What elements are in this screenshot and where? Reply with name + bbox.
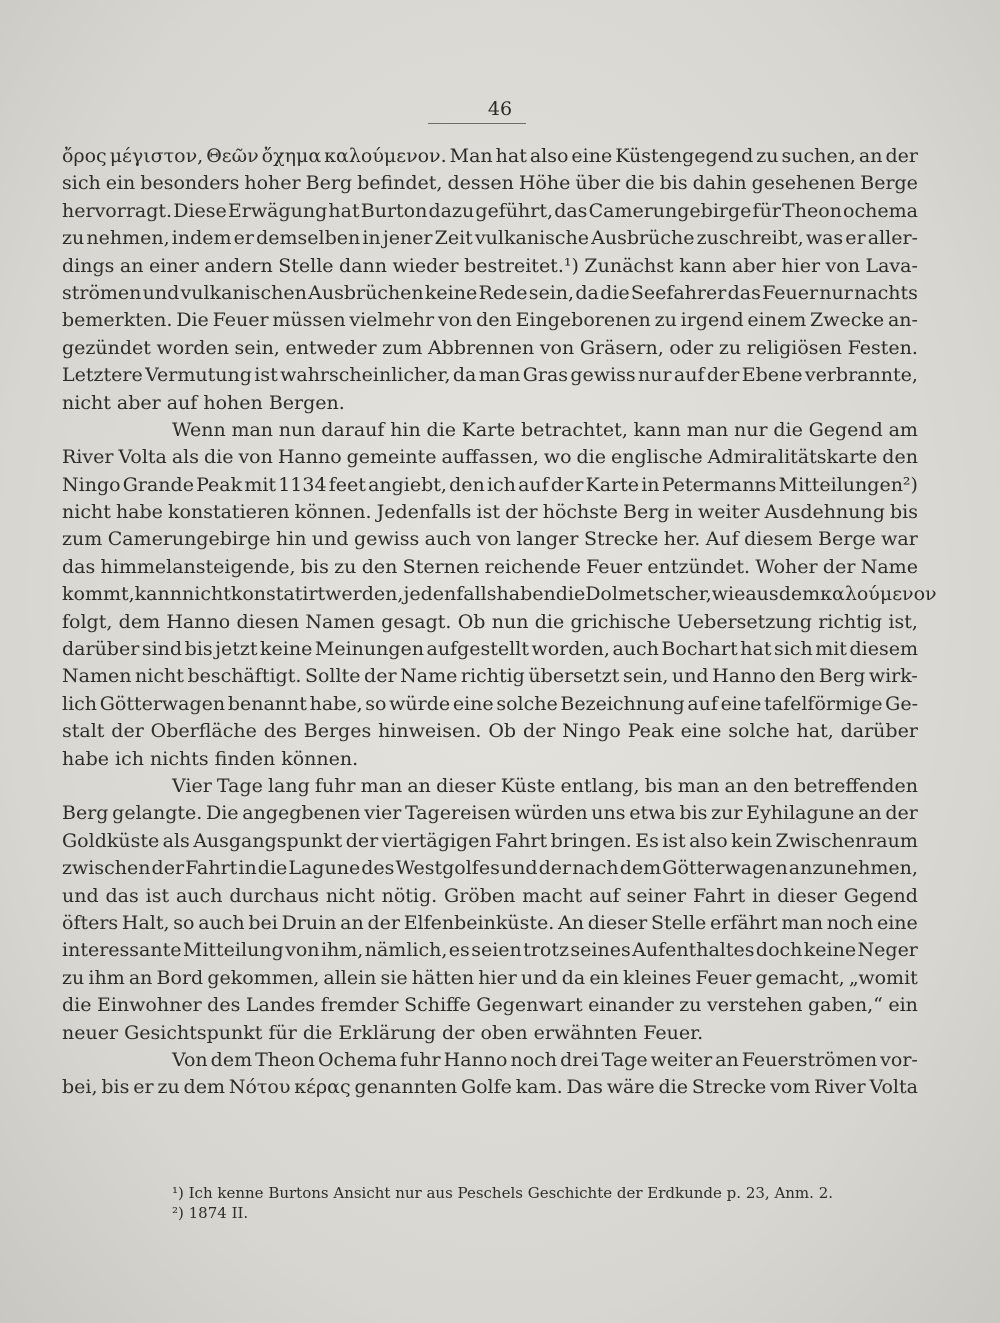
text-line: lich Götterwagen benannt habe, so würde eine solche Bezeichnung auf eine tafelförmige Ge- <box>62 692 918 715</box>
text-line: darüber sind bis jetzt keine Meinungen aufgestellt worden, auch Bochart hat sich mit diesem <box>62 638 918 661</box>
text-line: interessante Mitteilung von ihm, nämlich, es seien trotz seines Aufenthaltes doch keine Neger <box>62 939 918 962</box>
text-line: Von dem Theon Ochema fuhr Hanno noch drei Tage weiter an Feuerströmen vor- <box>172 1048 918 1071</box>
text-line: zu ihm an Bord gekommen, allein sie hätten hier und da ein kleines Feuer gemacht, „womit <box>62 966 918 989</box>
text-line: habe ich nichts finden können. <box>62 747 359 770</box>
text-line: Letztere Vermutung ist wahrscheinlicher, da man Gras gewiss nur auf der Ebene verbrannte, <box>62 364 918 387</box>
text-line: hervorragt. Diese Erwägung hat Burton dazu geführt, das Camerungebirge für Theon ochema <box>62 199 918 222</box>
text-line: River Volta als die von Hanno gemeinte auffassen, wo die englische Admiralitätskarte den <box>62 446 918 469</box>
page-number: 46 <box>487 98 513 120</box>
text-line: bemerkten. Die Feuer müssen vielmehr von den Eingeborenen zu irgend einem Zwecke an- <box>62 309 918 332</box>
text-line: nicht habe konstatieren können. Jedenfalls ist der höchste Berg in weiter Ausdehnung bis <box>62 501 918 524</box>
footnote: ¹) Ich kenne Burtons Ansicht nur aus Peschels Geschichte der Erdkunde p. 23, Anm. 2. <box>172 1184 834 1202</box>
text-line: Ningo Grande Peak mit 1134 feet angiebt, den ich auf der Karte in Petermanns Mitteilungen²) <box>62 473 918 496</box>
header-rule <box>428 123 526 124</box>
text-line: sich ein besonders hoher Berg befindet, dessen Höhe über die bis dahin gesehenen Berge <box>62 172 918 195</box>
text-line: bei, bis er zu dem Νότου κέρας genannten Golfe kam. Das wäre die Strecke vom River Volta <box>62 1076 918 1099</box>
text-line: Berg gelangte. Die angegbenen vier Tagereisen würden uns etwa bis zur Eyhilagune an der <box>62 802 918 825</box>
text-line: dings an einer andern Stelle dann wieder bestreitet.¹) Zunächst kann aber hier von Lava- <box>62 254 918 277</box>
text-line: die Einwohner des Landes fremder Schiffe Gegenwart einander zu verstehen gaben,“ ein <box>62 994 918 1017</box>
text-line: zwischen der Fahrt in die Lagune des Westgolfes und der nach dem Götterwagen anzunehmen, <box>62 857 918 880</box>
text-line: strömen und vulkanischen Ausbrüchen keine Rede sein, da die Seefahrer das Feuer nur nachts <box>62 281 918 304</box>
text-line: Wenn man nun darauf hin die Karte betrachtet, kann man nur die Gegend am <box>172 418 918 441</box>
text-line: Goldküste als Ausgangspunkt der viertägigen Fahrt bringen. Es ist also kein Zwischenraum <box>62 829 918 852</box>
text-line: öfters Halt, so auch bei Druin an der Elfenbeinküste. An dieser Stelle erfährt man noch eine <box>62 911 918 934</box>
footnote: ²) 1874 II. <box>172 1204 249 1222</box>
text-line: gezündet worden sein, entweder zum Abbrennen von Gräsern, oder zu religiösen Festen. <box>62 336 918 359</box>
text-line: Namen nicht beschäftigt. Sollte der Name richtig übersetzt sein, und Hanno den Berg wirk- <box>62 665 918 688</box>
text-line: zu nehmen, indem er demselben in jener Zeit vulkanische Ausbrüche zuschreibt, was er aller- <box>62 227 918 250</box>
text-line: das himmelansteigende, bis zu den Sternen reichende Feuer entzündet. Woher der Name <box>62 555 918 578</box>
text-line: neuer Gesichtspunkt für die Erklärung der oben erwähnten Feuer. <box>62 1021 704 1044</box>
footnotes <box>172 1183 912 1223</box>
text-line: stalt der Oberfläche des Berges hinweisen. Ob der Ningo Peak eine solche hat, darüber <box>62 720 918 743</box>
text-line: nicht aber auf hohen Bergen. <box>62 391 345 414</box>
text-line: und das ist auch durchaus nicht nötig. Gröben macht auf seiner Fahrt in dieser Gegend <box>62 884 918 907</box>
body-text <box>62 143 937 1102</box>
text-line: folgt, dem Hanno diesen Namen gesagt. Ob nun die grichische Uebersetzung richtig ist, <box>62 610 918 633</box>
text-line: Vier Tage lang fuhr man an dieser Küste entlang, bis man an den betreffenden <box>172 774 918 797</box>
text-line: ὄρος μέγιστον, Θεῶν ὄχημα καλούμενον. Man hat also eine Küstengegend zu suchen, an der <box>62 145 918 167</box>
text-line: zum Camerungebirge hin und gewiss auch von langer Strecke her. Auf diesem Berge war <box>62 528 918 551</box>
text-line: kommt, kann nicht konstatirt werden, jedenfalls haben die Dolmetscher, wie aus dem καλούμενον <box>62 583 937 606</box>
